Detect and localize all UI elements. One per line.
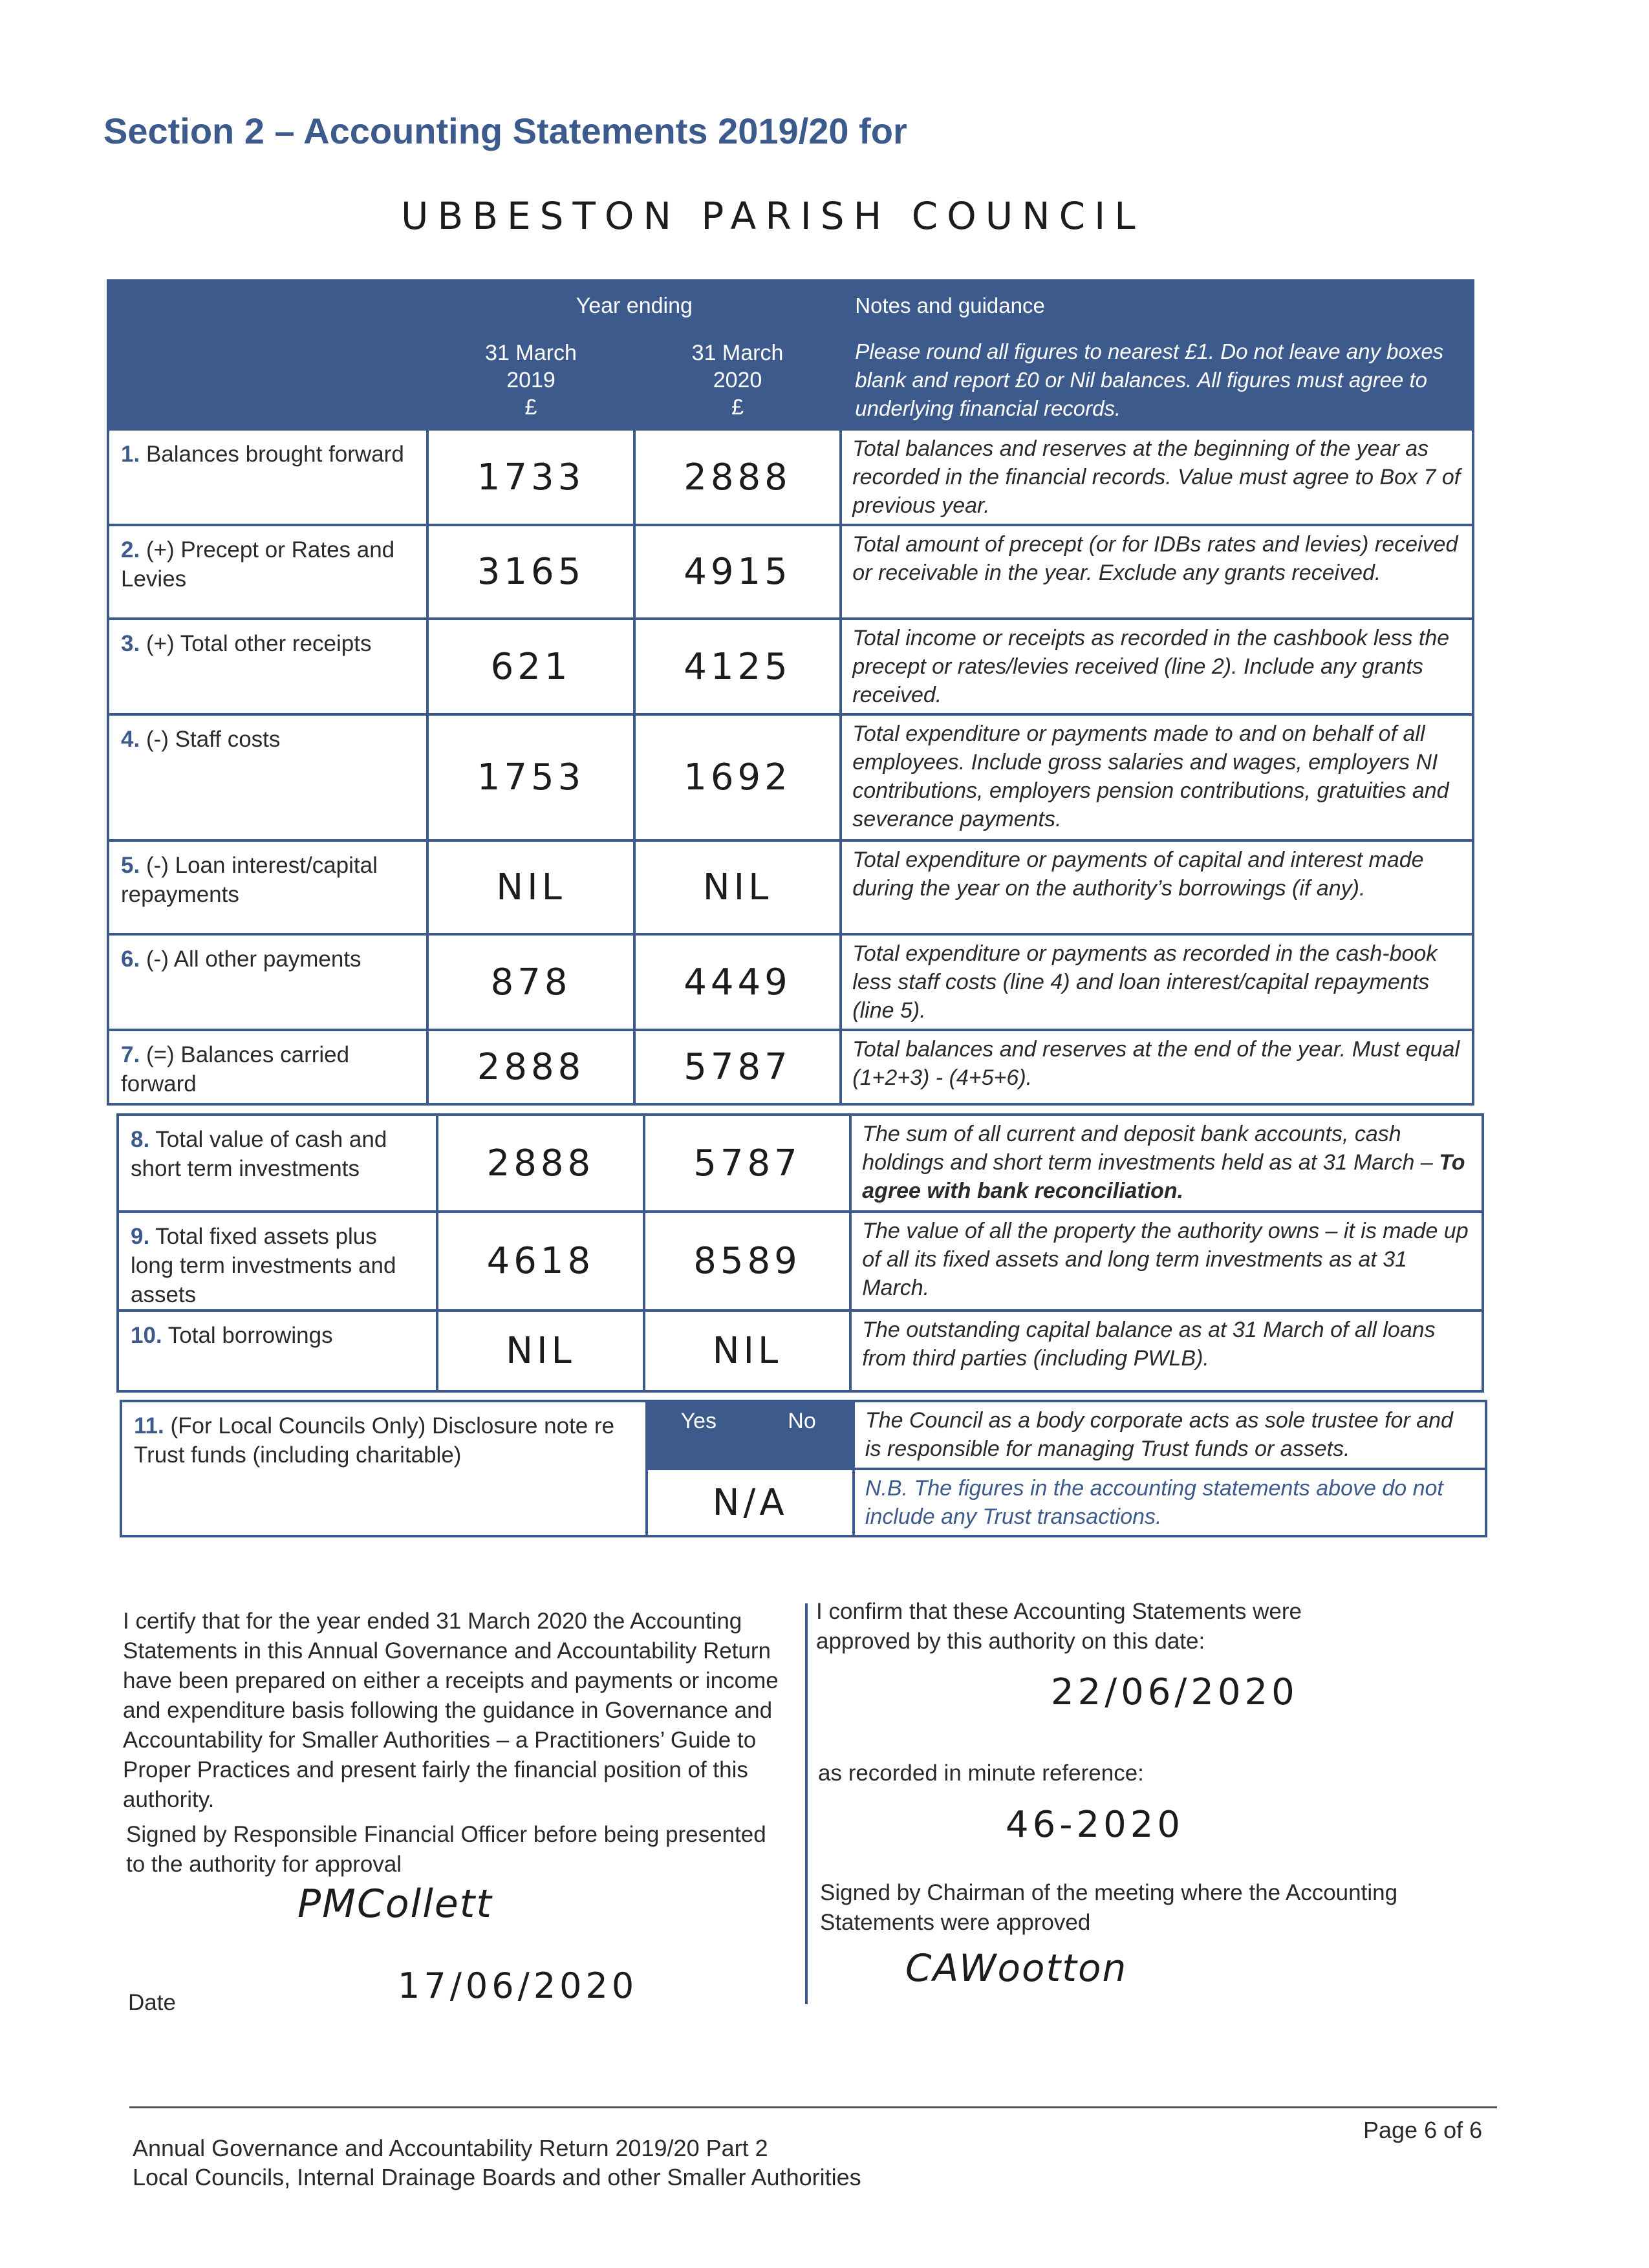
value-2020: 4915 bbox=[634, 525, 841, 619]
table-row bbox=[108, 619, 1473, 714]
value-2020: 5787 bbox=[634, 1030, 841, 1104]
value-2019: NIL bbox=[437, 1311, 644, 1391]
row-note: Total balances and reserves at the beginning of the year as recorded in the financial records. Value must agree to Box 7 of previous year. bbox=[841, 429, 1473, 525]
notes-intro: Please round all figures to nearest £1. Do not leave any boxes blank and report £0 or Nil balances. All figures must agree to underlying financial records. bbox=[841, 331, 1473, 429]
value-2019: 2888 bbox=[437, 1115, 644, 1212]
value-2019: 1753 bbox=[427, 714, 634, 840]
table-row bbox=[108, 934, 1473, 1030]
value-2020: 5787 bbox=[644, 1115, 851, 1212]
row-label: 8. Total value of cash and short term investments bbox=[118, 1115, 437, 1212]
footer-line-2: Local Councils, Internal Drainage Boards and other Smaller Authorities bbox=[133, 2164, 861, 2190]
value-2019: 621 bbox=[427, 619, 634, 714]
row-label: 11. (For Local Councils Only) Disclosure note re Trust funds (including charitable) bbox=[121, 1401, 647, 1536]
approval-date: 22/06/2020 bbox=[1051, 1671, 1299, 1713]
rfo-certification-text: I certify that for the year ended 31 March 2020 the Accounting Statements in this Annual Governance and Accountability Return have been prepared on either a receipts and payments or income and expenditure basis following the guidance in Governance and Accountability for Smaller Authorities – a Practitioners’ Guide to Proper Practices and present fairly the financial position of this authority. bbox=[123, 1609, 779, 1812]
year-ending-header: Year ending bbox=[427, 281, 841, 331]
table-row bbox=[108, 714, 1473, 840]
value-2019: NIL bbox=[427, 840, 634, 934]
value-2020: 4125 bbox=[634, 619, 841, 714]
value-2019: 3165 bbox=[427, 525, 634, 619]
row-label: 9. Total fixed assets plus long term investments and assets bbox=[118, 1212, 437, 1311]
accounting-statements-table bbox=[107, 279, 1474, 1106]
row-note: Total expenditure or payments of capital and interest made during the year on the authority’s borrowings (if any). bbox=[841, 840, 1473, 934]
value-2019: 4618 bbox=[437, 1212, 644, 1311]
chair-signature: CAWootton bbox=[905, 1946, 1128, 1990]
council-name-handwritten: UBBESTON PARISH COUNCIL bbox=[401, 194, 1145, 238]
approval-confirmation-text: I confirm that these Accounting Statements were approved by this authority on this date: bbox=[816, 1599, 1302, 1654]
rfo-date: 17/06/2020 bbox=[398, 1965, 638, 2006]
minute-reference-label: as recorded in minute reference: bbox=[818, 1760, 1144, 1786]
row-note: Total expenditure or payments made to and on behalf of all employees. Include gross salaries and wages, employers NI contributions, employers pension contributions, gratuities and severance payments. bbox=[841, 714, 1473, 840]
value-2020: 1692 bbox=[634, 714, 841, 840]
row-note: The Council as a body corporate acts as sole trustee for and is responsible for managing Trust funds or assets. bbox=[854, 1401, 1486, 1469]
table-row bbox=[118, 1212, 1483, 1311]
row-label: 2. (+) Precept or Rates and Levies bbox=[108, 525, 427, 619]
no-header: No bbox=[750, 1401, 854, 1469]
yes-header: Yes bbox=[647, 1401, 750, 1469]
row-label: 7. (=) Balances carried forward bbox=[108, 1030, 427, 1104]
trust-answer: N/A bbox=[647, 1469, 853, 1536]
row-note: The value of all the property the authority owns – it is made up of all its fixed assets and long term investments as at 31 March. bbox=[850, 1212, 1483, 1311]
assets-table bbox=[116, 1113, 1484, 1393]
table-row bbox=[108, 525, 1473, 619]
col-header-2019: 31 March 2019 £ bbox=[427, 331, 634, 429]
row-note: Total income or receipts as recorded in the cashbook less the precept or rates/levies received (line 2). Include any grants received. bbox=[841, 619, 1473, 714]
rfo-signed-label: Signed by Responsible Financial Officer before being presented to the authority for approval bbox=[126, 1822, 766, 1877]
row-note: Total balances and reserves at the end of the year. Must equal (1+2+3) - (4+5+6). bbox=[841, 1030, 1473, 1104]
rfo-signature: PMCollett bbox=[297, 1881, 493, 1927]
col-header-2020: 31 March 2020 £ bbox=[634, 331, 841, 429]
row-note: The sum of all current and deposit bank accounts, cash holdings and short term investments held as at 31 March – To agree with bank reconciliation. bbox=[850, 1115, 1483, 1212]
value-2020: 2888 bbox=[634, 429, 841, 525]
value-2020: NIL bbox=[644, 1311, 851, 1391]
notes-guidance-header: Notes and guidance bbox=[841, 281, 1473, 331]
table-row bbox=[108, 840, 1473, 934]
row-note: Total expenditure or payments as recorded in the cash-book less staff costs (line 4) and loan interest/capital repayments (line 5). bbox=[841, 934, 1473, 1030]
value-2020: 4449 bbox=[634, 934, 841, 1030]
minute-reference: 46-2020 bbox=[1006, 1804, 1184, 1846]
page-title: Section 2 – Accounting Statements 2019/20 for bbox=[103, 111, 907, 151]
row-label: 10. Total borrowings bbox=[118, 1311, 437, 1391]
trust-funds-table bbox=[120, 1400, 1487, 1537]
certification-divider bbox=[805, 1603, 808, 2004]
row-label: 3. (+) Total other receipts bbox=[108, 619, 427, 714]
table-row bbox=[108, 1030, 1473, 1104]
table-row bbox=[108, 429, 1473, 525]
row-note-trust: N.B. The figures in the accounting statements above do not include any Trust transactions. bbox=[854, 1469, 1486, 1536]
value-2019: 1733 bbox=[427, 429, 634, 525]
row-label: 5. (-) Loan interest/capital repayments bbox=[108, 840, 427, 934]
header-blank-cell bbox=[108, 281, 427, 429]
value-2020: NIL bbox=[634, 840, 841, 934]
table-row bbox=[118, 1311, 1483, 1391]
table-row bbox=[118, 1115, 1483, 1212]
value-2020: 8589 bbox=[644, 1212, 851, 1311]
footer-rule bbox=[129, 2106, 1497, 2108]
row-label: 4. (-) Staff costs bbox=[108, 714, 427, 840]
value-2019: 2888 bbox=[427, 1030, 634, 1104]
row-note: Total amount of precept (or for IDBs rates and levies) received or receivable in the year. Exclude any grants received. bbox=[841, 525, 1473, 619]
value-2019: 878 bbox=[427, 934, 634, 1030]
row-label: 6. (-) All other payments bbox=[108, 934, 427, 1030]
row-label: 1. Balances brought forward bbox=[108, 429, 427, 525]
date-label: Date bbox=[128, 1990, 176, 2015]
footer-line-1: Annual Governance and Accountability Return 2019/20 Part 2 bbox=[133, 2135, 768, 2161]
page-number: Page 6 of 6 bbox=[1363, 2117, 1483, 2143]
row-note: The outstanding capital balance as at 31 March of all loans from third parties (including PWLB). bbox=[850, 1311, 1483, 1391]
chair-signed-label: Signed by Chairman of the meeting where the Accounting Statements were approved bbox=[820, 1880, 1398, 1935]
